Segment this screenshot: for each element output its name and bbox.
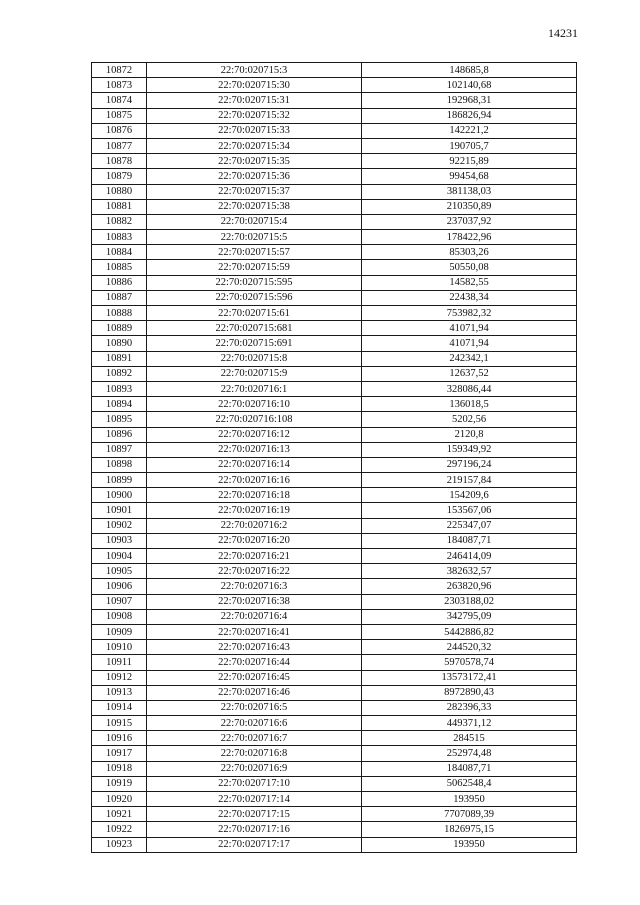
cadastral-number-cell: 22:70:020715:596 [147, 290, 362, 305]
cadastral-number-cell: 22:70:020716:46 [147, 685, 362, 700]
table-row [92, 807, 577, 822]
cadastral-number-cell: 22:70:020716:22 [147, 564, 362, 579]
cadastral-number-cell: 22:70:020715:35 [147, 154, 362, 169]
table-row [92, 822, 577, 837]
table-row [92, 412, 577, 427]
cadastral-number-cell: 22:70:020715:33 [147, 123, 362, 138]
value-cell: 237037,92 [362, 214, 577, 229]
value-cell: 7707089,39 [362, 807, 577, 822]
row-number-cell: 10877 [92, 138, 147, 153]
value-cell: 246414,09 [362, 549, 577, 564]
table-row [92, 275, 577, 290]
value-cell: 99454,68 [362, 169, 577, 184]
row-number-cell: 10881 [92, 199, 147, 214]
value-cell: 382632,57 [362, 564, 577, 579]
value-cell: 282396,33 [362, 700, 577, 715]
row-number-cell: 10897 [92, 442, 147, 457]
row-number-cell: 10911 [92, 655, 147, 670]
row-number-cell: 10882 [92, 214, 147, 229]
value-cell: 2120,8 [362, 427, 577, 442]
cadastral-number-cell: 22:70:020716:9 [147, 761, 362, 776]
row-number-cell: 10892 [92, 366, 147, 381]
cadastral-number-cell: 22:70:020715:37 [147, 184, 362, 199]
value-cell: 244520,32 [362, 640, 577, 655]
row-number-cell: 10919 [92, 776, 147, 791]
cadastral-number-cell: 22:70:020715:691 [147, 336, 362, 351]
table-row [92, 351, 577, 366]
table-row [92, 260, 577, 275]
cadastral-number-cell: 22:70:020717:10 [147, 776, 362, 791]
cadastral-number-cell: 22:70:020715:61 [147, 306, 362, 321]
cadastral-number-cell: 22:70:020715:595 [147, 275, 362, 290]
table-row [92, 169, 577, 184]
value-cell: 284515 [362, 731, 577, 746]
value-cell: 136018,5 [362, 397, 577, 412]
row-number-cell: 10880 [92, 184, 147, 199]
cadastral-number-cell: 22:70:020715:9 [147, 366, 362, 381]
row-number-cell: 10885 [92, 260, 147, 275]
value-cell: 297196,24 [362, 457, 577, 472]
value-cell: 328086,44 [362, 381, 577, 396]
value-cell: 148685,8 [362, 63, 577, 78]
row-number-cell: 10915 [92, 716, 147, 731]
row-number-cell: 10908 [92, 609, 147, 624]
row-number-cell: 10923 [92, 837, 147, 852]
value-cell: 178422,96 [362, 230, 577, 245]
table-row [92, 640, 577, 655]
table-row [92, 184, 577, 199]
value-cell: 342795,09 [362, 609, 577, 624]
value-cell: 242342,1 [362, 351, 577, 366]
row-number-cell: 10901 [92, 503, 147, 518]
cadastral-number-cell: 22:70:020715:38 [147, 199, 362, 214]
cadastral-number-cell: 22:70:020716:44 [147, 655, 362, 670]
value-cell: 142221,2 [362, 123, 577, 138]
row-number-cell: 10873 [92, 78, 147, 93]
page-number: 14231 [548, 26, 578, 40]
table-row [92, 123, 577, 138]
table-row [92, 63, 577, 78]
table-row [92, 594, 577, 609]
value-cell: 186826,94 [362, 108, 577, 123]
cadastral-number-cell: 22:70:020715:36 [147, 169, 362, 184]
table-row [92, 579, 577, 594]
value-cell: 225347,07 [362, 518, 577, 533]
table-row [92, 549, 577, 564]
row-number-cell: 10876 [92, 123, 147, 138]
row-number-cell: 10900 [92, 488, 147, 503]
row-number-cell: 10886 [92, 275, 147, 290]
value-cell: 192968,31 [362, 93, 577, 108]
table-row [92, 716, 577, 731]
registry-table [91, 62, 577, 853]
value-cell: 153567,06 [362, 503, 577, 518]
row-number-cell: 10920 [92, 792, 147, 807]
cadastral-number-cell: 22:70:020715:57 [147, 245, 362, 260]
value-cell: 2303188,02 [362, 594, 577, 609]
row-number-cell: 10918 [92, 761, 147, 776]
row-number-cell: 10912 [92, 670, 147, 685]
row-number-cell: 10894 [92, 397, 147, 412]
table-row [92, 93, 577, 108]
table-row [92, 685, 577, 700]
row-number-cell: 10922 [92, 822, 147, 837]
cadastral-number-cell: 22:70:020717:17 [147, 837, 362, 852]
table-row [92, 518, 577, 533]
value-cell: 753982,32 [362, 306, 577, 321]
cadastral-number-cell: 22:70:020716:1 [147, 381, 362, 396]
table-row [92, 731, 577, 746]
table-row [92, 624, 577, 639]
value-cell: 5970578,74 [362, 655, 577, 670]
row-number-cell: 10914 [92, 700, 147, 715]
cadastral-number-cell: 22:70:020715:59 [147, 260, 362, 275]
cadastral-number-cell: 22:70:020716:5 [147, 700, 362, 715]
cadastral-number-cell: 22:70:020715:30 [147, 78, 362, 93]
registry-table-body [92, 63, 577, 853]
cadastral-number-cell: 22:70:020716:10 [147, 397, 362, 412]
cadastral-number-cell: 22:70:020715:3 [147, 63, 362, 78]
value-cell: 92215,89 [362, 154, 577, 169]
cadastral-number-cell: 22:70:020717:16 [147, 822, 362, 837]
cadastral-number-cell: 22:70:020716:45 [147, 670, 362, 685]
table-row [92, 306, 577, 321]
table-row [92, 700, 577, 715]
cadastral-number-cell: 22:70:020716:8 [147, 746, 362, 761]
row-number-cell: 10872 [92, 63, 147, 78]
value-cell: 5062548,4 [362, 776, 577, 791]
row-number-cell: 10902 [92, 518, 147, 533]
value-cell: 13573172,41 [362, 670, 577, 685]
cadastral-number-cell: 22:70:020716:6 [147, 716, 362, 731]
table-row [92, 655, 577, 670]
row-number-cell: 10905 [92, 564, 147, 579]
cadastral-number-cell: 22:70:020716:7 [147, 731, 362, 746]
value-cell: 12637,52 [362, 366, 577, 381]
table-row [92, 746, 577, 761]
row-number-cell: 10906 [92, 579, 147, 594]
value-cell: 1826975,15 [362, 822, 577, 837]
table-row [92, 336, 577, 351]
cadastral-number-cell: 22:70:020717:15 [147, 807, 362, 822]
value-cell: 154209,6 [362, 488, 577, 503]
table-row [92, 154, 577, 169]
table-row [92, 792, 577, 807]
row-number-cell: 10913 [92, 685, 147, 700]
value-cell: 41071,94 [362, 336, 577, 351]
value-cell: 5202,56 [362, 412, 577, 427]
cadastral-number-cell: 22:70:020715:31 [147, 93, 362, 108]
value-cell: 193950 [362, 792, 577, 807]
table-row [92, 108, 577, 123]
table-row [92, 78, 577, 93]
cadastral-number-cell: 22:70:020715:32 [147, 108, 362, 123]
value-cell: 159349,92 [362, 442, 577, 457]
value-cell: 22438,34 [362, 290, 577, 305]
row-number-cell: 10898 [92, 457, 147, 472]
cadastral-number-cell: 22:70:020716:108 [147, 412, 362, 427]
table-row [92, 670, 577, 685]
row-number-cell: 10883 [92, 230, 147, 245]
cadastral-number-cell: 22:70:020716:43 [147, 640, 362, 655]
table-row [92, 321, 577, 336]
table-row [92, 776, 577, 791]
value-cell: 193950 [362, 837, 577, 852]
row-number-cell: 10893 [92, 381, 147, 396]
row-number-cell: 10878 [92, 154, 147, 169]
cadastral-number-cell: 22:70:020716:20 [147, 533, 362, 548]
row-number-cell: 10884 [92, 245, 147, 260]
table-row [92, 397, 577, 412]
row-number-cell: 10921 [92, 807, 147, 822]
row-number-cell: 10875 [92, 108, 147, 123]
cadastral-number-cell: 22:70:020716:16 [147, 473, 362, 488]
table-row [92, 366, 577, 381]
table-row [92, 427, 577, 442]
value-cell: 85303,26 [362, 245, 577, 260]
row-number-cell: 10874 [92, 93, 147, 108]
table-row [92, 230, 577, 245]
cadastral-number-cell: 22:70:020715:5 [147, 230, 362, 245]
value-cell: 381138,03 [362, 184, 577, 199]
value-cell: 184087,71 [362, 533, 577, 548]
table-row [92, 457, 577, 472]
value-cell: 210350,89 [362, 199, 577, 214]
row-number-cell: 10907 [92, 594, 147, 609]
row-number-cell: 10899 [92, 473, 147, 488]
cadastral-number-cell: 22:70:020716:38 [147, 594, 362, 609]
value-cell: 14582,55 [362, 275, 577, 290]
row-number-cell: 10904 [92, 549, 147, 564]
row-number-cell: 10896 [92, 427, 147, 442]
cadastral-number-cell: 22:70:020715:681 [147, 321, 362, 336]
row-number-cell: 10890 [92, 336, 147, 351]
cadastral-number-cell: 22:70:020716:3 [147, 579, 362, 594]
row-number-cell: 10895 [92, 412, 147, 427]
table-row [92, 533, 577, 548]
row-number-cell: 10909 [92, 624, 147, 639]
row-number-cell: 10916 [92, 731, 147, 746]
cadastral-number-cell: 22:70:020717:14 [147, 792, 362, 807]
value-cell: 219157,84 [362, 473, 577, 488]
table-row [92, 837, 577, 852]
value-cell: 50550,08 [362, 260, 577, 275]
table-row [92, 245, 577, 260]
value-cell: 252974,48 [362, 746, 577, 761]
row-number-cell: 10889 [92, 321, 147, 336]
cadastral-number-cell: 22:70:020716:2 [147, 518, 362, 533]
table-row [92, 214, 577, 229]
row-number-cell: 10910 [92, 640, 147, 655]
value-cell: 449371,12 [362, 716, 577, 731]
value-cell: 8972890,43 [362, 685, 577, 700]
table-row [92, 290, 577, 305]
table-row [92, 609, 577, 624]
cadastral-number-cell: 22:70:020715:34 [147, 138, 362, 153]
value-cell: 5442886,82 [362, 624, 577, 639]
value-cell: 41071,94 [362, 321, 577, 336]
cadastral-number-cell: 22:70:020716:12 [147, 427, 362, 442]
table-row [92, 564, 577, 579]
table-row [92, 488, 577, 503]
cadastral-number-cell: 22:70:020715:4 [147, 214, 362, 229]
cadastral-number-cell: 22:70:020716:18 [147, 488, 362, 503]
row-number-cell: 10887 [92, 290, 147, 305]
row-number-cell: 10888 [92, 306, 147, 321]
cadastral-number-cell: 22:70:020715:8 [147, 351, 362, 366]
value-cell: 184087,71 [362, 761, 577, 776]
row-number-cell: 10903 [92, 533, 147, 548]
row-number-cell: 10917 [92, 746, 147, 761]
table-row [92, 761, 577, 776]
cadastral-number-cell: 22:70:020716:4 [147, 609, 362, 624]
cadastral-number-cell: 22:70:020716:14 [147, 457, 362, 472]
cadastral-number-cell: 22:70:020716:41 [147, 624, 362, 639]
table-row [92, 503, 577, 518]
table-row [92, 199, 577, 214]
cadastral-number-cell: 22:70:020716:19 [147, 503, 362, 518]
row-number-cell: 10891 [92, 351, 147, 366]
table-row [92, 442, 577, 457]
cadastral-number-cell: 22:70:020716:13 [147, 442, 362, 457]
value-cell: 102140,68 [362, 78, 577, 93]
table-row [92, 381, 577, 396]
cadastral-number-cell: 22:70:020716:21 [147, 549, 362, 564]
value-cell: 263820,96 [362, 579, 577, 594]
table-row [92, 473, 577, 488]
table-row [92, 138, 577, 153]
value-cell: 190705,7 [362, 138, 577, 153]
row-number-cell: 10879 [92, 169, 147, 184]
